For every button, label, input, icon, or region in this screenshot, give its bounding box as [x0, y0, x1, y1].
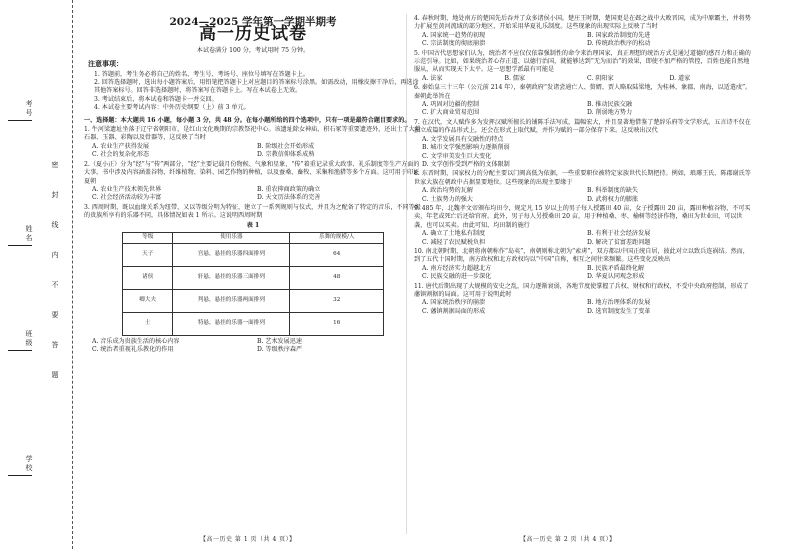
page-footer-right: 【高一历史 第 2 页（共 4 页）】 — [520, 536, 616, 543]
question — [84, 204, 422, 355]
seal-char: 封 — [51, 191, 59, 199]
note-item: 1. 答题前，考生务必将自己的姓名、考生号、考场号、座位号填写在答题卡上。 — [94, 70, 309, 78]
section-heading: 一、选择题：本大题共 16 小题，每小题 3 分，共 48 分。在每小题所给的四个选项中，只有一项是最符合题目要求的。 — [84, 116, 411, 124]
answer-option: D. 等级秩序森严 — [257, 346, 303, 354]
question-stem: 11. 唐代后期出现了大规模的安史之乱，国力逐渐衰弱，各地节度使掌握了兵权、财权和行政权，不受中央政府控制，形成了藩镇割据的局面。这可用于说明此时 — [414, 282, 749, 298]
question — [84, 161, 422, 203]
answer-option: A. 确立了土地私有制度 — [422, 230, 486, 238]
answer-option: B. 重农抑商政策的确立 — [257, 185, 321, 193]
question — [414, 15, 752, 49]
question-stem: 1. 牛河梁遗址坐落于辽宁省朝阳市，是红山文化晚期的宗教祭祀中心。该遗址除女神庙、积石冢等重要遗迹外，还出土了大量石器、玉器、彩陶以及骨器等，这反映了当时 — [84, 126, 421, 142]
answer-option: B. 科举制度的缺失 — [587, 187, 639, 195]
field-name: 姓名 — [25, 225, 33, 242]
table-1 — [122, 232, 384, 336]
question-options — [414, 32, 752, 49]
answer-option: B. 民族矛盾最终化解 — [587, 264, 645, 272]
question-options — [414, 299, 752, 316]
answer-option: D. 选官制度发生了变革 — [587, 307, 651, 315]
field-exam-number: 考号 — [25, 100, 33, 117]
field-class: 班级 — [25, 330, 33, 347]
field-line — [8, 475, 32, 476]
answer-option: B. 地方治理体系的发展 — [587, 299, 651, 307]
question — [414, 119, 752, 169]
table-header-cell: 使用乐器 — [173, 232, 290, 243]
note-item: 4. 本试卷主要考试内容：中外历史纲要（上）前 3 单元。 — [94, 104, 250, 112]
question — [414, 283, 752, 317]
answer-option: B. 儒家 — [504, 74, 526, 82]
left-column — [84, 14, 422, 534]
question — [414, 170, 752, 204]
field-line — [8, 120, 32, 121]
question-stem: 2.（夏小正）分为“经”与“传”两部分，“经”主要记载月份物候、气象和星象，“传”着重记录重大政事、礼乐制度等生产方面的大事。书中涉及内容涵盖谷物、纤维植物、染料、园艺作物的种植，以及蚕桑、畜牧、采集和渔猎等多个方面。这可用于印证夏朝 — [84, 160, 420, 185]
binding-margin — [0, 0, 73, 549]
answer-option: D. 武将权力的膨胀 — [587, 195, 639, 203]
answer-option: D. 道家 — [669, 74, 691, 82]
field-school: 学校 — [25, 455, 33, 472]
question-options — [414, 187, 752, 204]
answer-option: C. 民族交融的进一步深化 — [422, 273, 492, 281]
question-options — [84, 186, 422, 203]
answer-option: C. 扩大商业贸易范围 — [422, 109, 480, 117]
answer-option: A. 巩固对边疆的控制 — [422, 101, 480, 109]
table-cell-rank: 卿大夫 — [123, 289, 173, 312]
question — [84, 126, 422, 160]
question-list-right — [414, 15, 752, 316]
note-item: 2. 回答选择题时，选出每小题答案后，用铅笔把答题卡上对应题目的答案标号涂黑。如需改动，用橡皮擦干净后，再选涂其他答案标号。回答非选择题时，将答案写在答题卡上。写在本试卷上无效。 — [94, 79, 419, 95]
question — [414, 205, 752, 247]
table-cell-instrument: 宫悬，悬挂的乐器四面排列 — [173, 243, 290, 266]
seal-char: 内 — [51, 251, 59, 259]
question-stem: 5. 中国古代思想家们认为，统治者不应仅仅依靠强制性的命令来治理国家，真正理想的统治方式是通过道德的感召力和正确的示范引导。比如，如果统治者心存正道、以德行治国，就能够达到“无为而治”的效果，即使不加严格的管控，百姓也能自然地服从，从而实现天下太平。这一思想学派最有可能是 — [414, 49, 751, 74]
question-list-left — [84, 126, 422, 355]
answer-option: C. 统治者重视礼乐教化的作用 — [92, 346, 174, 354]
question — [414, 84, 752, 118]
exam-title: 高一历史试卷 — [199, 24, 307, 45]
answer-option: A. 政治均势的瓦解 — [422, 187, 473, 195]
table-cell-instrument: 轩悬，悬挂的乐器三面排列 — [173, 266, 290, 289]
answer-option: C. 阴阳家 — [587, 74, 614, 82]
table-cell-scale: 64 — [290, 243, 384, 266]
answer-option: A. 农业生产获得发展 — [92, 142, 150, 150]
answer-option: D. 天文历法体系的完善 — [257, 194, 321, 202]
seal-char: 线 — [51, 221, 59, 229]
answer-option: C. 土族势力的强大 — [422, 195, 473, 203]
table-title: 表 1 — [246, 221, 260, 229]
exam-year: 2024—2025 学年第一学期半期考 — [169, 16, 337, 28]
seal-line-text — [50, 150, 60, 390]
question-stem: 7. 在汉代，文人赋作多为发挥汉赋所擅长的铺陈手法写成，篇幅宏大，并且显著地借鉴了楚辞乐府等文学形式。五言诗不仅在独立成篇的作品形式上，还会在形式上取代赋，并作为赋的一部分保存下来。这反映出汉代 — [414, 118, 751, 135]
question — [414, 248, 752, 282]
table-row — [123, 289, 384, 312]
seal-char: 题 — [51, 371, 59, 379]
table-cell-scale: 32 — [290, 289, 384, 312]
table-header-cell: 等级 — [123, 232, 173, 243]
question-options — [414, 265, 752, 282]
answer-option: C. 宗法制度的彻底崩溃 — [422, 40, 486, 48]
answer-option: B. 推动民族交融 — [587, 101, 632, 109]
answer-option: B. 国家政治制度的先进 — [587, 31, 651, 39]
table-cell-instrument: 特悬，悬挂的乐器一面排列 — [173, 312, 290, 335]
answer-option: C. 藩镇割据局面的形成 — [422, 307, 486, 315]
table-cell-rank: 诸侯 — [123, 266, 173, 289]
table-row — [123, 266, 384, 289]
answer-option: A. 国家统一趋势的初现 — [422, 31, 486, 39]
question-stem: 10. 南北朝时期，北朝将南朝称作“岛夷”，南朝则称北朝为“索虏”，双方都以中国正统自居，彼此对立以致兵连祸结。然而，到了五代十国时期，南方政权和北方政权均以“中国”自称，相互之间往来频繁。这些变化反映出 — [414, 247, 749, 264]
question-stem: 3. 西周时期，既以血缘关系为纽带，又以等级分明为特征，建立了一系列规则与仪式，并且为之配备了特定的音乐，不同等级的贵族所享有的乐器不同，具体情况如表 1 所示。这说明西周时期 — [84, 203, 421, 220]
answer-option: A. 南方经济实力超越北方 — [422, 264, 492, 272]
table-cell-scale: 48 — [290, 266, 384, 289]
notes-title: 注意事项： — [88, 59, 123, 69]
table-cell-instrument: 判悬，悬挂的乐器两面排列 — [173, 289, 290, 312]
seal-char: 要 — [51, 311, 59, 319]
answer-option: A. 农业生产技术领先世界 — [92, 185, 162, 193]
answer-option: A. 文学发展具有交融性的特点 — [422, 135, 504, 143]
answer-option: A. 法家 — [422, 74, 443, 82]
table-cell-rank: 天子 — [123, 243, 173, 266]
question-options — [414, 136, 752, 170]
right-column — [414, 14, 752, 534]
answer-option: A. 国家统治秩序的崩溃 — [422, 299, 486, 307]
question-stem: 9. 485 年，北魏孝文帝颁布均田令，规定凡 15 岁以上的男子每人授露田 40 亩，女子授露田 20 亩，露田种植谷物，不可买卖，年老或死亡后还给官府。此外，男子每人另授桑田 20 亩，用于种植桑、枣、榆树等经济作物，桑田为世业田，可以世袭，也可以买卖。由此可知，均田制的施行 — [414, 204, 751, 229]
question — [414, 50, 752, 84]
page-footer-left: 【高一历史 第 1 页（共 4 页）】 — [200, 536, 296, 543]
seal-char: 密 — [51, 161, 59, 169]
table-cell-rank: 士 — [123, 312, 173, 335]
seal-char: 答 — [51, 341, 59, 349]
seal-char: 不 — [51, 281, 59, 289]
question-stem: 6. 秦始皇三十三年（公元前 214 年），秦朝政府“发诸尝逋亡人、赘婿、贾人略取陆梁地，为桂林、象郡、南海，以适遣戍”。秦朝此举旨在 — [414, 84, 752, 100]
answer-option: B. 阶级社会开始形成 — [257, 142, 315, 150]
answer-option: A. 音乐成为贵族生活的核心内容 — [92, 337, 180, 345]
answer-option: D. 宗教信仰体系成熟 — [257, 151, 315, 159]
table-cell-scale: 16 — [290, 312, 384, 335]
note-item: 3. 考试结束后，将本试卷和答题卡一并交回。 — [94, 95, 218, 103]
answer-option: D. 华夏认同观念形成 — [587, 273, 645, 281]
table-row — [123, 243, 384, 266]
table-header-cell: 乐舞的规模/人 — [290, 232, 384, 243]
question-options — [414, 230, 752, 247]
answer-option: D. 解决了贫富差距问题 — [587, 238, 651, 246]
question-options — [84, 338, 422, 355]
answer-option: C. 社会的复杂化形态 — [92, 151, 150, 159]
table-row — [123, 312, 384, 335]
answer-option: D. 削弱地方势力 — [587, 109, 633, 117]
question-stem: 4. 春秋时期，地处南方的楚国先后吞并了众多诸侯小国。楚庄王时期，楚国更是在邲之战中大败晋国，成为中原霸主，并将势力扩展至黄河流域的部分地区，开始采用华夏礼乐制度。这些现象的出现实际上反映了当时 — [414, 15, 751, 31]
answer-option: D. 文学创作受到严格的文体限制 — [422, 160, 510, 168]
answer-option: D. 传统政治秩序的松动 — [587, 40, 651, 48]
question-options — [414, 75, 752, 83]
exam-subtitle: 本试卷满分 100 分，考试用时 75 分钟。 — [196, 46, 310, 54]
answer-option: B. 艺术发展迅速 — [257, 337, 302, 345]
answer-option: C. 减轻了农民赋税负担 — [422, 238, 486, 246]
field-line — [8, 245, 32, 246]
question-options — [414, 101, 752, 118]
answer-option: B. 城市文学强烈影响力逐渐削弱 — [422, 144, 510, 152]
question-stem: 8. 东晋时期，国家权力的分配主要以门阀高低为依据，一些重要职位被特定家族世代长期把持。例如，琅琊王氏、陈郡谢氏等世家大族在朝政中占据显要地位。这些现象的出现主要缘于 — [414, 170, 751, 186]
answer-option: C. 社会经济活动较为丰富 — [92, 194, 162, 202]
answer-option: B. 有利于社会经济发展 — [587, 230, 651, 238]
field-line — [8, 350, 32, 351]
question-options — [84, 143, 422, 160]
answer-option: C. 文学审美发生巨大变化 — [422, 152, 492, 160]
